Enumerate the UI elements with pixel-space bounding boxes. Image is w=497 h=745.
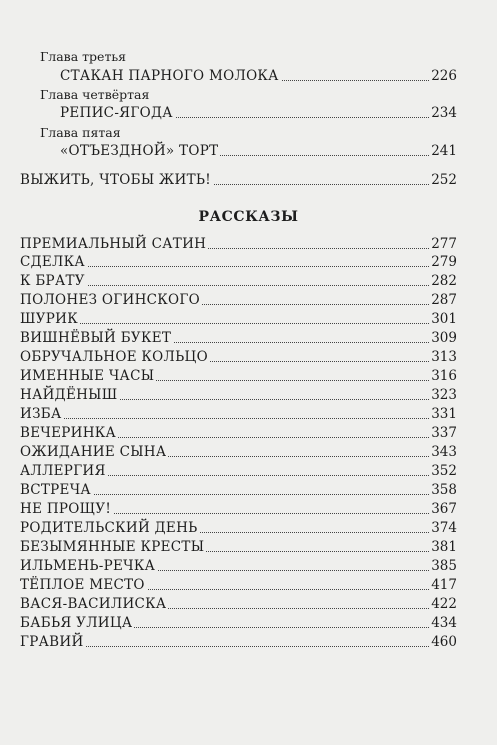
toc-entry-page: 422 <box>431 596 457 612</box>
toc-entry-page: 226 <box>431 68 457 84</box>
toc-entry <box>0 67 497 87</box>
toc-entry-title: ШУРИК <box>20 311 78 327</box>
toc-entry <box>0 291 497 311</box>
toc-entry <box>0 272 497 292</box>
toc-entry-title: ИЛЬМЕНЬ-РЕЧКА <box>20 558 156 574</box>
toc-entry <box>0 576 497 596</box>
toc-entry-title: ТЁПЛОЕ МЕСТО <box>20 577 145 593</box>
toc-entry-page: 323 <box>431 387 457 403</box>
toc-entry <box>0 595 497 615</box>
toc-entry <box>0 386 497 406</box>
toc-entry-page: 241 <box>431 143 457 159</box>
toc-entry-title: «ОТЪЕЗДНОЙ» ТОРТ <box>60 143 219 159</box>
section-heading: РАССКАЗЫ <box>198 209 299 225</box>
toc-entry-page: 381 <box>431 539 457 555</box>
toc-entry-title: РЕПИС-ЯГОДА <box>60 105 173 121</box>
toc-entry-page: 460 <box>431 634 457 650</box>
toc-entry-page: 309 <box>431 330 457 346</box>
toc-entry <box>0 481 497 501</box>
toc-entry-title: ВИШНЁВЫЙ БУКЕТ <box>20 330 172 346</box>
toc-entry-title: ВЫЖИТЬ, ЧТОБЫ ЖИТЬ! <box>20 172 211 188</box>
toc-entry-page: 313 <box>431 349 457 365</box>
toc-entry <box>0 557 497 577</box>
toc-entry-title: ПОЛОНЕЗ ОГИНСКОГО <box>20 292 201 308</box>
toc-entry-page: 343 <box>431 444 457 460</box>
toc-entry-page: 316 <box>431 368 457 384</box>
toc-entry-page: 374 <box>431 520 457 536</box>
toc-entry <box>0 235 497 255</box>
toc-entry <box>0 424 497 444</box>
toc-entry-page: 337 <box>431 425 457 441</box>
toc-entry-page: 282 <box>431 273 457 289</box>
toc-entry-title: ПРЕМИАЛЬНЫЙ САТИН <box>20 236 207 252</box>
toc-entry <box>0 253 497 273</box>
toc-entry-page: 287 <box>431 292 457 308</box>
toc-entry-page: 417 <box>431 577 457 593</box>
toc-entry <box>0 367 497 387</box>
chapter-label: Глава четвёртая <box>40 87 150 102</box>
toc-entry-title: ОБРУЧАЛЬНОЕ КОЛЬЦО <box>20 349 208 365</box>
toc-entry <box>0 171 497 191</box>
toc-entry-page: 252 <box>431 172 457 188</box>
toc-entry <box>0 462 497 482</box>
toc-entry <box>0 633 497 653</box>
toc-entry-title: РОДИТЕЛЬСКИЙ ДЕНЬ <box>20 520 198 536</box>
toc-entry-title: НАЙДЁНЫШ <box>20 387 118 403</box>
toc-entry-title: ГРАВИЙ <box>20 634 84 650</box>
toc-entry <box>0 538 497 558</box>
toc-entry-title: ВСТРЕЧА <box>20 482 91 498</box>
toc-entry-page: 331 <box>431 406 457 422</box>
toc-entry <box>0 614 497 634</box>
toc-entry-title: АЛЛЕРГИЯ <box>20 463 106 479</box>
toc-entry-title: ИМЕННЫЕ ЧАСЫ <box>20 368 155 384</box>
toc-entry-title: ВЕЧЕРИНКА <box>20 425 117 441</box>
toc-entry <box>0 405 497 425</box>
toc-entry <box>0 310 497 330</box>
toc-entry <box>0 329 497 349</box>
toc-entry-page: 434 <box>431 615 457 631</box>
chapter-label: Глава третья <box>40 49 127 64</box>
toc-entry-title: НЕ ПРОЩУ! <box>20 501 112 517</box>
toc-entry-page: 385 <box>431 558 457 574</box>
toc-entry-title: К БРАТУ <box>20 273 85 289</box>
toc-entry-page: 358 <box>431 482 457 498</box>
toc-entry <box>0 443 497 463</box>
toc-entry-page: 367 <box>431 501 457 517</box>
chapter-label: Глава пятая <box>40 125 121 140</box>
toc-entry-title: БАБЬЯ УЛИЦА <box>20 615 133 631</box>
toc-entry <box>0 104 497 124</box>
dot-leader <box>20 418 437 419</box>
toc-entry-page: 277 <box>431 236 457 252</box>
toc-entry <box>0 519 497 539</box>
toc-entry-page: 301 <box>431 311 457 327</box>
toc-entry-title: ОЖИДАНИЕ СЫНА <box>20 444 167 460</box>
toc-entry-page: 279 <box>431 254 457 270</box>
toc-entry-title: СДЕЛКА <box>20 254 85 270</box>
toc-entry-page: 352 <box>431 463 457 479</box>
toc-entry <box>0 500 497 520</box>
toc-entry-title: БЕЗЫМЯННЫЕ КРЕСТЫ <box>20 539 205 555</box>
toc-entry <box>0 348 497 368</box>
toc-entry-page: 234 <box>431 105 457 121</box>
dot-leader <box>20 323 437 324</box>
toc-entry-title: СТАКАН ПАРНОГО МОЛОКА <box>60 68 279 84</box>
toc-entry-title: ВАСЯ-ВАСИЛИСКА <box>20 596 167 612</box>
toc-entry <box>0 142 497 162</box>
toc-entry-title: ИЗБА <box>20 406 62 422</box>
